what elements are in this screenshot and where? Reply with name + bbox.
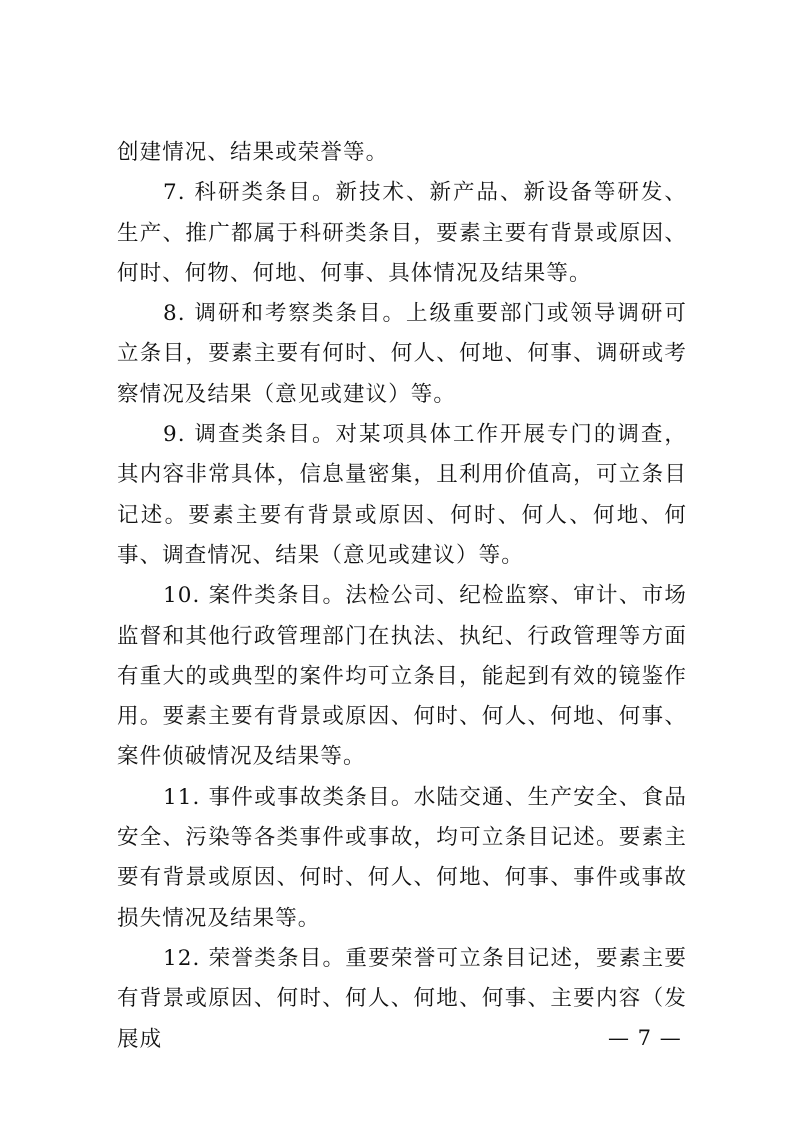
paragraph-honor-entries: 12. 荣誉类条目。重要荣誉可立条目记述，要素主要有背景或原因、何时、何人、何地、何事、主要内容（发展成 [117,945,687,1052]
paragraph-incident-entries: 11. 事件或事故类条目。水陆交通、生产安全、食品安全、污染等各类事件或事故，均可立条目记述。要素主要有背景或原因、何时、何人、何地、何事、事件或事故损失情况及结果等。 [117,784,687,931]
paragraph-investigation-entries: 9. 调查类条目。对某项具体工作开展专门的调查，其内容非常具体，信息量密集，且利用价值高，可立条目记述。要素主要有背景或原因、何时、何人、何地、何事、调查情况、结果（意见或建议）等。 [117,422,687,568]
paragraph-case-entries: 10. 案件类条目。法检公司、纪检监察、审计、市场监督和其他行政管理部门在执法、执纪、行政管理等方面有重大的或典型的案件均可立条目，能起到有效的镜鉴作用。要素主要有背景或原因、何时、何人、何地、何事、案件侦破情况及结果等。 [117,583,687,770]
paragraph-continuation: 创建情况、结果或荣誉等。 [117,140,389,165]
page-number: — 7 — [608,1026,682,1050]
body-text [117,133,687,1060]
paragraph-survey-inspection-entries: 8. 调研和考察类条目。上级重要部门或领导调研可立条目，要素主要有何时、何人、何地、何事、调研或考察情况及结果（意见或建议）等。 [117,301,687,407]
paragraph-research-entries: 7. 科研类条目。新技术、新产品、新设备等研发、生产、推广都属于科研类条目，要素主要有背景或原因、何时、何物、何地、何事、具体情况及结果等。 [117,180,687,286]
